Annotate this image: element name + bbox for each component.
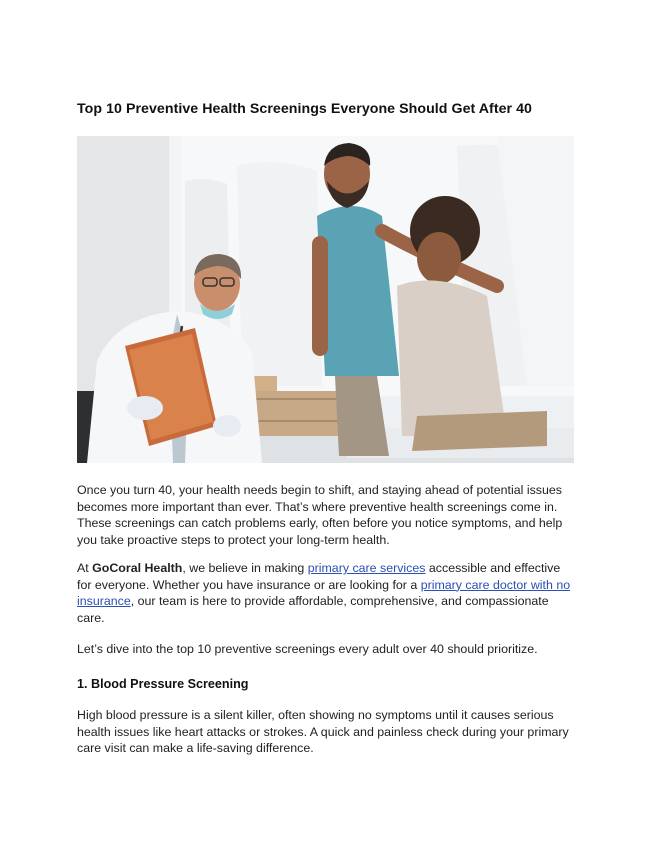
p2-prefix: At — [77, 561, 93, 575]
article-title: Top 10 Preventive Health Screenings Everyone Should Get After 40 — [77, 101, 532, 117]
blood-pressure-paragraph: High blood pressure is a silent killer, often showing no symptoms until it causes serious health issues like heart attacks or strokes. A quick and painless check during your primary care visit can make a life-saving difference. — [77, 708, 569, 756]
brand-name: GoCoral Health — [92, 561, 183, 575]
clinic-scene-illustration — [77, 136, 574, 463]
p2-text-1: , we believe in making — [182, 561, 308, 575]
gocoral-paragraph — [77, 560, 577, 626]
section-heading-blood-pressure: 1. Blood Pressure Screening — [77, 677, 249, 691]
intro-paragraph: Once you turn 40, your health needs begin to shift, and staying ahead of potential issues becomes more important than ever. That’s where preventive health screenings come in. These screenings can catch problems early, often before you notice symptoms, and help you take proactive steps to protect your long-term health. — [77, 483, 563, 547]
p2-text-2: accessible and effective for everyone. Whether you have insurance or are looking for a — [77, 561, 561, 592]
primary-care-services-link[interactable]: primary care services — [307, 561, 426, 575]
p2-suffix: , our team is here to provide affordable, comprehensive, and compassionate care. — [77, 594, 549, 625]
article-photo — [77, 136, 574, 463]
dive-in-paragraph: Let’s dive into the top 10 preventive screenings every adult over 40 should prioritize. — [77, 642, 538, 656]
primary-care-doctor-no-insurance-link[interactable]: primary care doctor with no insurance — [77, 577, 571, 609]
